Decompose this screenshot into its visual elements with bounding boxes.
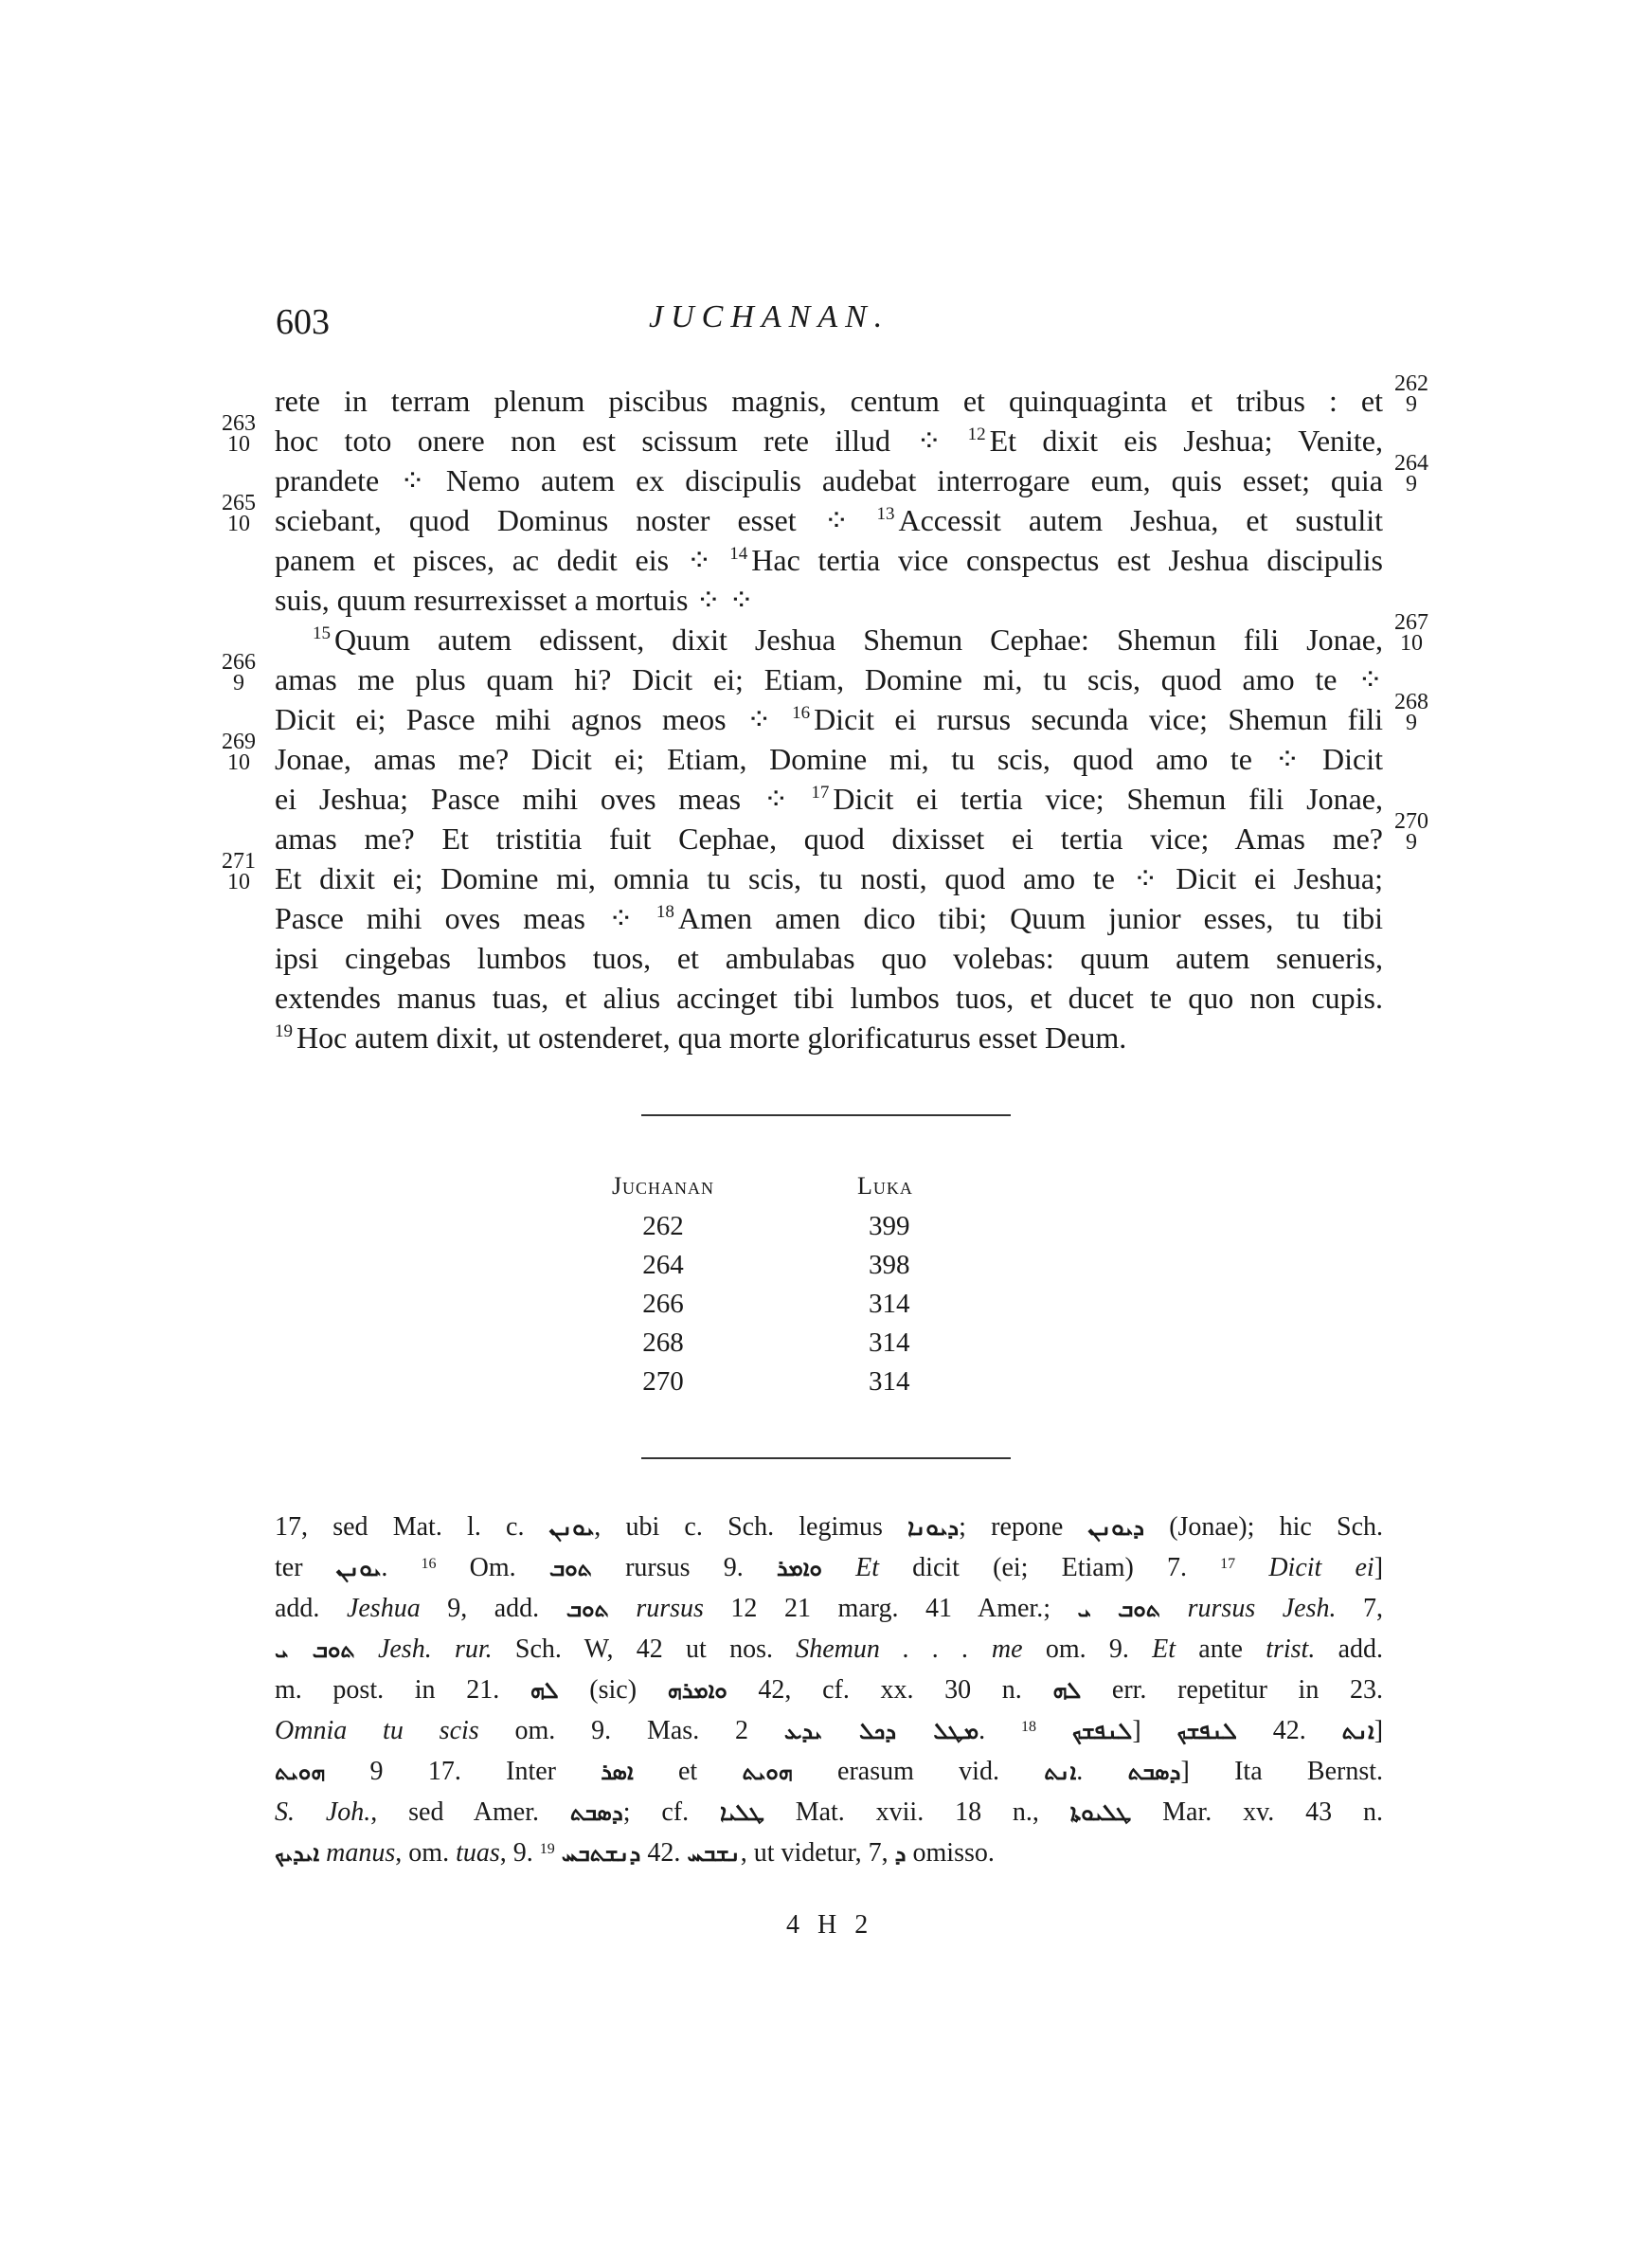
text-segment: m. post. in 21. xyxy=(275,1675,530,1705)
italic-text: manus xyxy=(319,1838,396,1868)
text-segment: Amen amen dico tibi; Quum junior esses, tu tibi xyxy=(677,901,1384,935)
text-segment: Et dixit eis Jeshua; Venite, xyxy=(989,424,1384,458)
syriac-word: ܠܢܦܫܟ xyxy=(1071,1718,1133,1744)
text-segment: ei Jeshua; Pasce mihi oves meas ⁘ xyxy=(275,782,812,816)
luka-section: 314 xyxy=(869,1289,910,1319)
syriac-word: ܘܐܡܪܗ xyxy=(667,1677,727,1704)
text-segment: 17, sed Mat. l. c. xyxy=(275,1512,549,1542)
syriac-word: ܗܘܝܬ xyxy=(275,1759,326,1785)
text-segment: 7, xyxy=(1336,1594,1384,1623)
italic-text: Et xyxy=(821,1553,879,1582)
text-segment: (Jonae); hic Sch. xyxy=(1144,1512,1383,1542)
syriac-word: ܝܘܢܢ xyxy=(335,1555,382,1581)
canon-number: 10 xyxy=(227,750,250,775)
juchanan-section: 266 xyxy=(642,1289,684,1319)
text-segment: 42, cf. xx. 30 n. xyxy=(727,1675,1053,1705)
text-segment: ] xyxy=(1374,1716,1384,1745)
section-number: 271 xyxy=(222,849,256,874)
text-line xyxy=(275,858,1383,898)
section-number: 270 xyxy=(1394,809,1428,834)
syriac-word: ܐܣܪ xyxy=(601,1759,634,1785)
text-line xyxy=(275,938,1383,978)
syriac-word: ܬܘܒ xyxy=(1118,1596,1161,1622)
left-margin-reference xyxy=(210,731,267,773)
section-number: 262 xyxy=(1394,371,1428,396)
juchanan-section: 270 xyxy=(642,1366,684,1397)
text-segment: et xyxy=(633,1757,743,1786)
canon-number: 9 xyxy=(1406,392,1417,417)
text-line xyxy=(275,1018,1383,1057)
concordance-row xyxy=(549,1246,1080,1285)
text-segment: ante xyxy=(1176,1634,1266,1664)
text-segment: om. 9. Mas. 2 xyxy=(478,1716,784,1745)
text-segment: extendes manus tuas, et alius accinget tibi lumbos tuos, et ducet te quo non cupis. xyxy=(275,981,1383,1015)
section-number: 268 xyxy=(1394,690,1428,714)
text-segment: , om. xyxy=(395,1838,457,1868)
syriac-word: ܕܣܒܬ xyxy=(1127,1759,1181,1785)
text-line xyxy=(275,460,1383,500)
luka-section: 399 xyxy=(869,1211,910,1241)
text-segment: rete in terram plenum piscibus magnis, centum et quinquaginta et tribus : et xyxy=(275,384,1383,418)
syriac-word: ܐܢܬ xyxy=(1341,1718,1374,1744)
verse-number: 16 xyxy=(421,1556,437,1572)
canon-number: 10 xyxy=(227,432,250,457)
juchanan-section: 268 xyxy=(642,1327,684,1358)
syriac-word: ܠܗ xyxy=(1052,1677,1082,1704)
text-segment: rursus 9. xyxy=(591,1553,777,1582)
divider-rule xyxy=(641,1457,1011,1459)
luka-section: 398 xyxy=(869,1250,910,1280)
syriac-word: ܬܘܒ ܝ xyxy=(275,1636,355,1663)
verse-number: 14 xyxy=(729,544,748,564)
text-segment: add. xyxy=(1315,1634,1384,1664)
text-segment: 42. xyxy=(1236,1716,1342,1745)
text-segment: , sed Amer. xyxy=(370,1797,570,1827)
text-segment: 9, add. xyxy=(420,1594,566,1623)
main-text xyxy=(275,381,1383,1057)
text-line xyxy=(275,421,1383,460)
text-segment: Dicit ei; Pasce mihi agnos meos ⁘ xyxy=(275,702,793,736)
canon-number: 9 xyxy=(1406,830,1417,855)
concordance-row xyxy=(549,1207,1080,1246)
text-line xyxy=(275,819,1383,858)
text-segment: Dicit ei rursus secunda vice; Shemun fili xyxy=(814,702,1384,736)
italic-text: Jeshua xyxy=(346,1594,421,1623)
text-segment xyxy=(555,1838,562,1868)
text-segment: Et dixit ei; Domine mi, omnia tu scis, tu nosti, quod amo te ⁘ Dicit ei Jeshua; xyxy=(275,861,1383,895)
text-segment: 42. xyxy=(640,1838,688,1868)
text-segment: Accessit autem Jeshua, et sustulit xyxy=(898,503,1384,537)
canon-number: 9 xyxy=(233,671,244,695)
page-number: 603 xyxy=(276,302,330,342)
right-margin-reference xyxy=(1383,692,1440,733)
verse-number: 13 xyxy=(876,504,895,524)
verse-number: 16 xyxy=(792,703,811,723)
right-margin-reference xyxy=(1383,373,1440,415)
signature-mark: 4 H 2 xyxy=(786,1910,874,1940)
verse-number: 17 xyxy=(811,783,830,803)
text-segment: omisso. xyxy=(906,1838,995,1868)
syriac-word: ܕ xyxy=(894,1840,907,1867)
note-line xyxy=(275,1629,1383,1670)
note-line xyxy=(275,1507,1383,1547)
text-segment: ] xyxy=(1132,1716,1177,1745)
concordance-header-luka: Luka xyxy=(857,1172,913,1200)
canon-number: 9 xyxy=(1406,472,1417,497)
verse-number: 17 xyxy=(1220,1556,1236,1572)
syriac-word: ܘܐܡܪ xyxy=(776,1555,822,1581)
note-line xyxy=(275,1710,1383,1751)
concordance-table xyxy=(549,1165,1080,1401)
concordance-header-juchanan: Juchanan xyxy=(611,1172,715,1200)
text-segment: , 9. xyxy=(499,1838,540,1868)
divider-rule xyxy=(641,1114,1011,1116)
text-segment: Jonae, amas me? Dicit ei; Etiam, Domine mi, tu scis, quod amo te ⁘ Dicit xyxy=(275,742,1383,776)
concordance-row xyxy=(549,1285,1080,1324)
text-segment xyxy=(1091,1594,1119,1623)
right-margin-reference xyxy=(1383,811,1440,853)
section-number: 269 xyxy=(222,730,256,754)
italic-text: Omnia tu scis xyxy=(275,1716,479,1745)
syriac-word: ܝ xyxy=(1077,1596,1091,1622)
italic-text: Shemun . . . me xyxy=(796,1634,1023,1664)
italic-text: Et xyxy=(1152,1634,1176,1664)
syriac-word: ܝܘܢܢ xyxy=(548,1514,595,1541)
italic-text: rursus xyxy=(608,1594,704,1623)
syriac-word: ܐܝܕܝܟ xyxy=(275,1840,320,1867)
text-line xyxy=(275,739,1383,779)
text-segment: Hoc autem dixit, ut ostenderet, qua morte glorificaturus esset Deum. xyxy=(296,1020,1127,1055)
italic-text: Jesh. rur. xyxy=(354,1634,493,1664)
text-segment: Hac tertia vice conspectus est Jeshua discipulis xyxy=(751,543,1384,577)
section-number: 265 xyxy=(222,491,256,515)
syriac-word: ܢܫܒܚ xyxy=(687,1840,741,1867)
left-margin-reference xyxy=(210,851,267,893)
right-margin-reference xyxy=(1383,612,1440,654)
text-line xyxy=(275,699,1383,739)
verse-number: 12 xyxy=(967,424,986,444)
text-segment: suis, quum resurrexisset a mortuis ⁘ ⁘ xyxy=(275,583,755,617)
juchanan-section: 264 xyxy=(642,1250,684,1280)
note-line xyxy=(275,1792,1383,1833)
text-segment: sciebant, quod Dominus noster esset ⁘ xyxy=(275,503,877,537)
text-segment: prandete ⁘ Nemo autem ex discipulis audebat interrogare eum, quis esset; quia xyxy=(275,463,1383,497)
left-margin-reference xyxy=(210,493,267,534)
syriac-word: ܠܗ xyxy=(530,1677,559,1704)
luka-section: 314 xyxy=(869,1366,910,1397)
text-line xyxy=(275,779,1383,819)
text-segment: Mat. xvii. 18 n., xyxy=(763,1797,1070,1827)
text-segment: 9 17. Inter xyxy=(325,1757,602,1786)
running-title: JUCHANAN. xyxy=(649,299,890,334)
note-line xyxy=(275,1751,1383,1792)
italic-text: rursus Jesh. xyxy=(1160,1594,1337,1623)
verse-number: 18 xyxy=(655,902,674,922)
right-margin-reference xyxy=(1383,453,1440,495)
text-line xyxy=(275,580,1383,620)
syriac-word: ܛܠܝܘܬܐ xyxy=(1069,1799,1132,1826)
text-line xyxy=(275,978,1383,1018)
canon-number: 10 xyxy=(227,870,250,894)
verse-number: 15 xyxy=(313,623,331,643)
note-line xyxy=(275,1670,1383,1710)
text-segment: amas me plus quam hi? Dicit ei; Etiam, Domine mi, tu scis, quod amo te ⁘ xyxy=(275,662,1383,696)
text-segment: hoc toto onere non est scissum rete illud ⁘ xyxy=(275,424,968,458)
text-line xyxy=(275,620,1383,659)
italic-text: Dicit ei xyxy=(1235,1553,1374,1582)
syriac-word: ܕܣܒܬ xyxy=(569,1799,623,1826)
canon-number: 10 xyxy=(227,512,250,536)
text-line xyxy=(275,500,1383,540)
concordance-row xyxy=(549,1363,1080,1401)
section-number: 263 xyxy=(222,411,256,436)
text-segment: ; cf. xyxy=(622,1797,720,1827)
italic-text: S. Joh. xyxy=(275,1797,371,1827)
text-segment: Quum autem edissent, dixit Jeshua Shemun Cephae: Shemun fili Jonae, xyxy=(334,623,1383,657)
concordance-row xyxy=(549,1324,1080,1363)
text-segment: Pasce mihi oves meas ⁘ xyxy=(275,901,656,935)
note-line xyxy=(275,1588,1383,1629)
text-segment: ] xyxy=(1374,1553,1384,1582)
text-segment: . xyxy=(381,1553,422,1582)
text-segment: , ut videtur, 7, xyxy=(740,1838,895,1868)
syriac-word: ܕܢܫܬܒܚ xyxy=(561,1840,641,1867)
text-segment: err. repetitur in 23. xyxy=(1081,1675,1383,1705)
section-number: 267 xyxy=(1394,610,1428,635)
text-line xyxy=(275,659,1383,699)
section-number: 266 xyxy=(222,650,256,675)
text-segment: ter xyxy=(275,1553,336,1582)
text-segment: om. 9. xyxy=(1022,1634,1153,1664)
section-number: 264 xyxy=(1394,451,1428,476)
syriac-word: ܕܝܘܢܢ xyxy=(1087,1514,1144,1541)
text-segment xyxy=(1036,1716,1072,1745)
syriac-word: ܛܠܝܐ xyxy=(719,1799,764,1826)
syriac-word: ܬܘܒ xyxy=(566,1596,609,1622)
verse-number: 19 xyxy=(539,1841,555,1857)
left-margin-reference xyxy=(210,413,267,455)
italic-text: tuas xyxy=(456,1838,500,1868)
juchanan-section: 262 xyxy=(642,1211,684,1241)
text-segment: ipsi cingebas lumbos tuos, et ambulabas quo volebas: quum autem senueris, xyxy=(275,941,1383,975)
canon-number: 9 xyxy=(1406,711,1417,735)
text-segment: dicit (ei; Etiam) 7. xyxy=(879,1553,1221,1582)
text-segment: . xyxy=(1076,1757,1128,1786)
text-segment: . xyxy=(979,1716,1021,1745)
syriac-word: ܕܝܘܢܐ xyxy=(907,1514,960,1541)
text-segment: , ubi c. Sch. legimus xyxy=(594,1512,908,1542)
left-margin-reference xyxy=(210,652,267,694)
note-line xyxy=(275,1833,1383,1873)
text-segment: Om. xyxy=(436,1553,549,1582)
text-line xyxy=(275,381,1383,421)
syriac-word: ܬܘܒ xyxy=(548,1555,592,1581)
italic-text: trist. xyxy=(1266,1634,1316,1664)
text-segment: 12 21 marg. 41 Amer.; xyxy=(703,1594,1078,1623)
text-segment: ; repone xyxy=(959,1512,1088,1542)
canon-number: 10 xyxy=(1400,631,1423,656)
syriac-word: ܠܢܦܫܟ xyxy=(1176,1718,1237,1744)
note-line xyxy=(275,1547,1383,1588)
text-segment: Mar. xv. 43 n. xyxy=(1131,1797,1383,1827)
text-segment: erasum vid. xyxy=(792,1757,1045,1786)
text-segment: (sic) xyxy=(558,1675,668,1705)
luka-section: 314 xyxy=(869,1327,910,1358)
concordance-header xyxy=(549,1165,1080,1207)
text-segment: panem et pisces, ac dedit eis ⁘ xyxy=(275,543,730,577)
text-segment: add. xyxy=(275,1594,347,1623)
syriac-word: ܐܢܬ xyxy=(1044,1759,1077,1785)
syriac-word: ܡܛܠ ܕܟܠ ܝܕܥ xyxy=(783,1718,979,1744)
text-line xyxy=(275,898,1383,938)
text-segment: Sch. W, 42 ut nos. xyxy=(492,1634,797,1664)
text-segment: Dicit ei tertia vice; Shemun fili Jonae, xyxy=(833,782,1384,816)
verse-number: 18 xyxy=(1021,1719,1036,1735)
critical-notes xyxy=(275,1507,1383,1873)
verse-number: 19 xyxy=(275,1021,293,1041)
text-segment: ] Ita Bernst. xyxy=(1180,1757,1384,1786)
text-segment: amas me? Et tristitia fuit Cephae, quod dixisset ei tertia vice; Amas me? xyxy=(275,822,1383,856)
text-line xyxy=(275,540,1383,580)
syriac-word: ܗܘܝܬ xyxy=(742,1759,793,1785)
